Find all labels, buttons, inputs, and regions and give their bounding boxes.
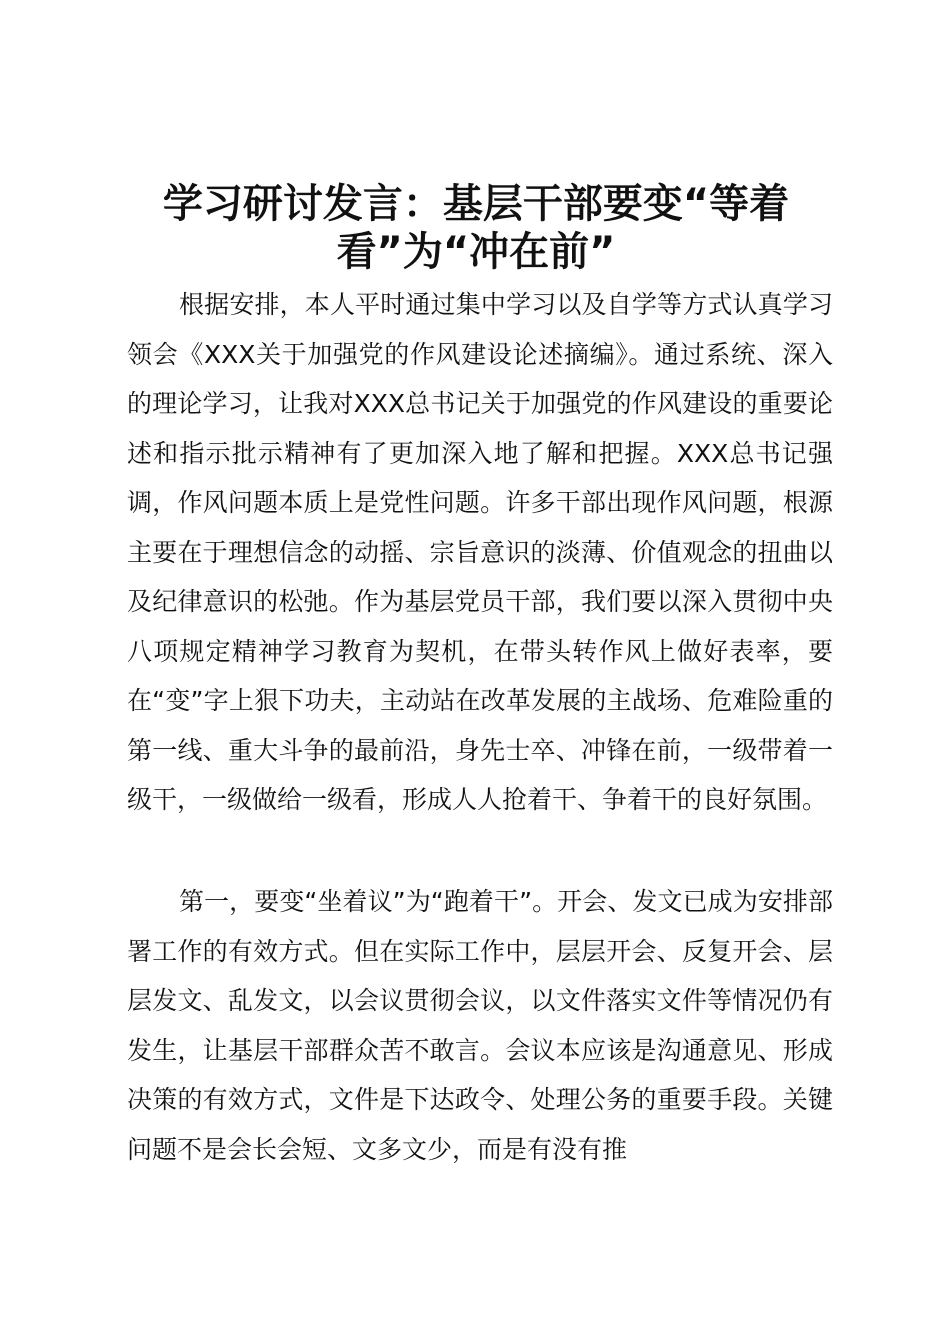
body-paragraph-first-point: 第一，要变“坐着议”为“跑着干”。开会、发文已成为安排部署工作的有效方式。但在实际工作中，层层开会、反复开会、层层发文、乱发文，以会议贯彻会议，以文件落实文件等情况仍有发生，让基层干部群众苦不敢言。会议本应该是沟通意见、形成决策的有效方式，文件是下达政令、处理公务的重要手段。关键问题不是会长会短、文多文少，而是有没有推 — [127, 887, 833, 1164]
body-paragraph-intro: 根据安排，本人平时通过集中学习以及自学等方式认真学习领会《XXX关于加强党的作风建设论述摘编》。通过系统、深入的理论学习，让我对XXX总书记关于加强党的作风建设的重要论述和指示批示精神有了更加深入地了解和把握。XXX总书记强调，作风问题本质上是党性问题。许多干部出现作风问题，根源主要在于理想信念的动摇、宗旨意识的淡薄、价值观念的扭曲以及纪律意识的松弛。作为基层党员干部，我们要以深入贯彻中央八项规定精神学习教育为契机，在带头转作风上做好表率，要在“变”字上狠下功夫，主动站在改革发展的主战场、危难险重的第一线、重大斗争的最前沿，身先士卒、冲锋在前，一级带着一级干，一级做给一级看，形成人人抢着干、争着干的良好氛围。 — [127, 290, 833, 814]
document-title: 学习研讨发言：基层干部要变“等着看”为“冲在前” — [162, 181, 790, 275]
